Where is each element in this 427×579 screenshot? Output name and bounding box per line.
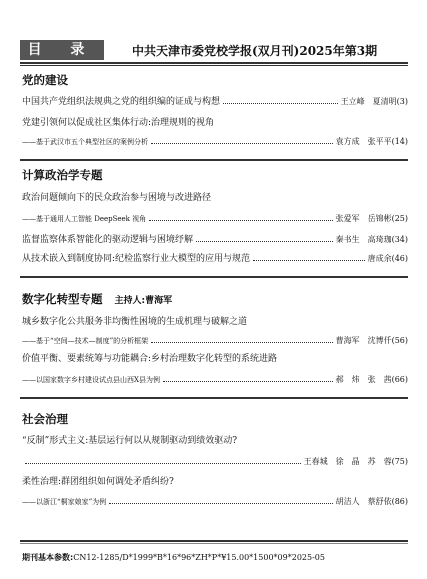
entry-title: “反制”形式主义:基层运行何以从规制驱动到绩效驱动?	[22, 436, 238, 446]
leader-dots	[196, 241, 333, 242]
leader-dots	[25, 463, 301, 464]
toc-entry[interactable]	[22, 316, 408, 328]
section-title	[22, 291, 172, 307]
header-rule-thin	[20, 65, 408, 66]
entry-title: 中国共产党组织法规典之党的组织编的证成与构想	[22, 97, 221, 107]
entry-authors: 曹海军 沈博仟(56)	[335, 336, 408, 345]
entry-subtitle: ——基于通用人工智能 DeepSeek 视角	[22, 215, 147, 223]
journal-title: 中共天津市委党校学报(双月刊)2025年第3期	[132, 44, 378, 58]
toc-entry[interactable]	[22, 353, 408, 365]
toc-entry[interactable]	[22, 192, 408, 204]
leader-dots	[253, 260, 365, 261]
entry-subtitle: ——以国家数字乡村建设试点县山西X县为例	[22, 376, 160, 384]
leader-dots	[163, 381, 333, 382]
toc-entry[interactable]	[22, 96, 408, 108]
entry-authors: 王春城 徐 晶 苏 蓉(75)	[303, 457, 408, 466]
section-title: 社会治理	[22, 412, 68, 426]
toc-entry[interactable]	[22, 117, 408, 129]
entry-authors: 郝 炜 张 茜(66)	[335, 375, 408, 384]
toc-entry[interactable]	[22, 435, 408, 447]
toc-entry[interactable]	[22, 476, 408, 488]
footer-rule	[20, 540, 408, 542]
entry-title: 价值平衡、要素统筹与功能耦合:乡村治理数字化转型的系统进路	[22, 354, 278, 364]
toc-entry[interactable]	[22, 335, 408, 347]
entry-authors: 胡洁人 蔡舒依(86)	[335, 497, 408, 506]
entry-authors: 秦书生 高琦珈(34)	[335, 235, 408, 244]
toc-entry[interactable]	[22, 374, 408, 386]
entry-title: 从技术嵌入到制度协同:纪检监察行业大模型的应用与规范	[22, 254, 251, 264]
toc-entry[interactable]	[22, 253, 408, 265]
entry-subtitle: ——基于“空间—技术—制度”的分析框架	[22, 337, 149, 345]
toc-entry[interactable]	[22, 136, 408, 148]
entry-authors: 王立峰 夏清明(3)	[340, 97, 408, 106]
entry-title: 党建引领何以促成社区集体行动:治理规则的视角	[22, 118, 215, 128]
entry-subtitle: ——以浙江“桐家娘家”为例	[22, 498, 107, 506]
entry-authors: 唐成余(46)	[367, 254, 408, 263]
leader-dots	[109, 503, 332, 504]
toc-entry[interactable]	[22, 456, 408, 468]
toc-entry[interactable]	[22, 234, 408, 246]
toc-label: 目 录	[20, 40, 104, 60]
footer-label: 期刊基本参数:	[22, 553, 74, 562]
section-rule	[20, 397, 408, 399]
section-title: 计算政治学专题	[22, 168, 103, 182]
entry-title: 政治问题倾向下的民众政治参与困境与改进路径	[22, 193, 212, 203]
toc-entry[interactable]	[22, 496, 408, 508]
entry-subtitle: ——基于武汉市五个典型社区的案例分析	[22, 138, 148, 146]
leader-dots	[151, 143, 333, 144]
section-title-text: 数字化转型专题	[22, 292, 103, 306]
section-rule	[20, 159, 408, 161]
section-title: 党的建设	[22, 73, 68, 87]
leader-dots	[223, 103, 338, 104]
toc-entry[interactable]	[22, 213, 408, 225]
journal-parameters	[22, 552, 325, 563]
entry-authors: 张爱军 岳锦彬(25)	[335, 214, 408, 223]
toc-header	[20, 40, 408, 60]
footer-value: CN12-1285/D*1999*B*16*96*ZH*P*¥15.00*1500*09*2025-05	[73, 553, 325, 562]
footer-rule-thin	[20, 543, 408, 544]
entry-title: 城乡数字化公共服务非均衡性困境的生成机理与破解之道	[22, 317, 248, 327]
leader-dots	[149, 220, 332, 221]
entry-title: 柔性治理:群团组织如何调处矛盾纠纷?	[22, 477, 174, 487]
section-host: 主持人:曹海军	[114, 296, 173, 306]
section-rule	[20, 276, 408, 278]
leader-dots	[151, 342, 332, 343]
entry-title: 监督监察体系智能化的驱动逻辑与困境纾解	[22, 235, 194, 245]
entry-authors: 袁方成 张平平(14)	[335, 137, 408, 146]
header-rule	[20, 62, 408, 64]
